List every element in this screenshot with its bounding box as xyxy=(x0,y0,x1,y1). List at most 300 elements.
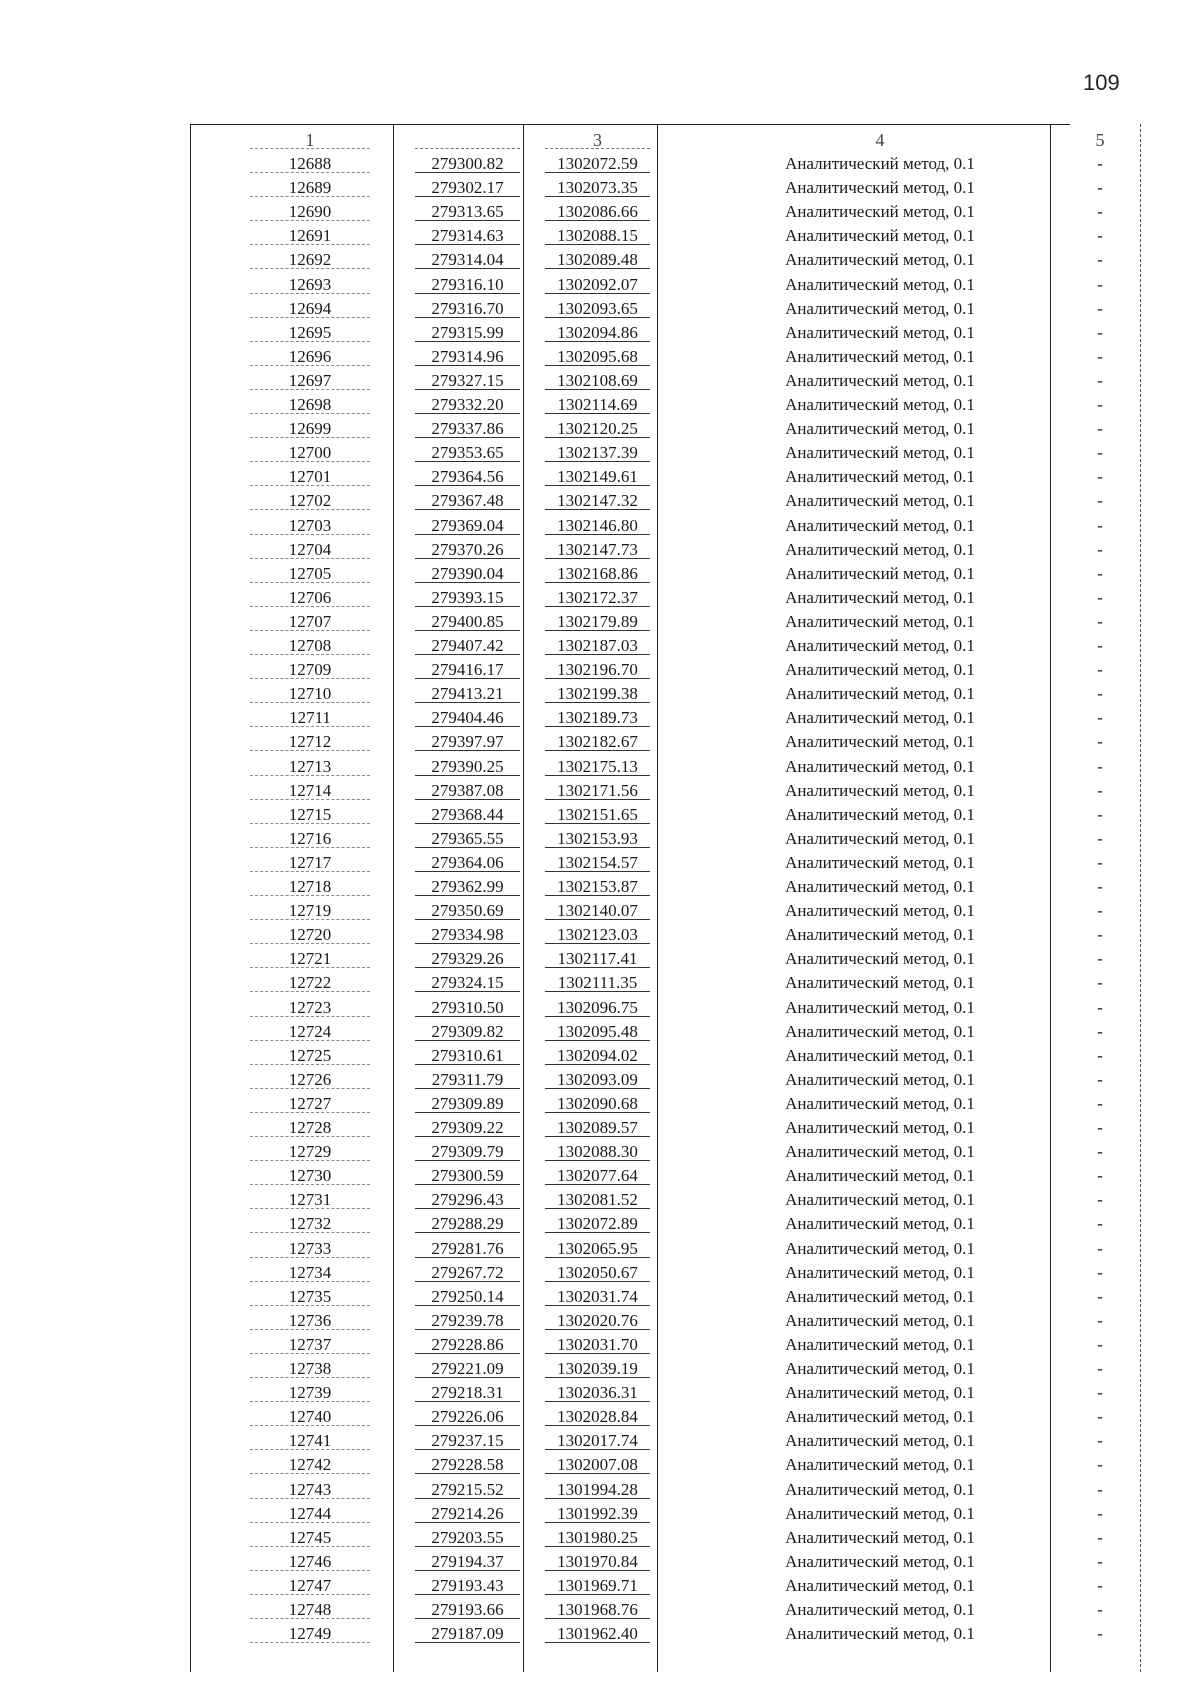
x-coordinate-cell: 279228.86 xyxy=(415,1331,520,1354)
point-number-cell: 12706 xyxy=(250,584,370,607)
method-cell: Аналитический метод, 0.1 xyxy=(785,443,975,463)
x-coordinate-cell: 279300.59 xyxy=(415,1162,520,1185)
method-cell: Аналитический метод, 0.1 xyxy=(785,684,975,704)
note-cell: - xyxy=(1097,780,1103,800)
y-coordinate-cell: 1302036.31 xyxy=(545,1379,650,1402)
note-cell: - xyxy=(1097,1503,1103,1523)
note-cell: - xyxy=(1097,997,1103,1017)
y-coordinate-cell: 1302147.32 xyxy=(545,487,650,510)
point-number-cell: 12703 xyxy=(250,512,370,535)
method-cell: Аналитический метод, 0.1 xyxy=(785,708,975,728)
table-row xyxy=(190,1283,1145,1307)
x-coordinate-cell: 279311.79 xyxy=(415,1066,520,1089)
point-number-cell: 12743 xyxy=(250,1476,370,1499)
table-row xyxy=(190,1114,1145,1138)
point-number-cell: 12716 xyxy=(250,825,370,848)
table-row xyxy=(190,1090,1145,1114)
table-row xyxy=(190,728,1145,752)
note-cell: - xyxy=(1097,949,1103,969)
y-coordinate-cell: 1302065.95 xyxy=(545,1235,650,1258)
method-cell: Аналитический метод, 0.1 xyxy=(785,1551,975,1571)
method-cell: Аналитический метод, 0.1 xyxy=(785,395,975,414)
method-cell: Аналитический метод, 0.1 xyxy=(785,1503,975,1523)
note-cell: - xyxy=(1097,539,1103,559)
table-header-cell: 1 xyxy=(250,126,370,149)
x-coordinate-cell: 279267.72 xyxy=(415,1259,520,1282)
method-cell: Аналитический метод, 0.1 xyxy=(785,515,975,535)
table-top-border xyxy=(190,124,1070,125)
note-cell: - xyxy=(1097,1262,1103,1282)
point-number-cell: 12711 xyxy=(250,704,370,727)
table-row xyxy=(190,560,1145,584)
y-coordinate-cell: 1302096.75 xyxy=(545,994,650,1017)
method-cell: Аналитический метод, 0.1 xyxy=(785,901,975,921)
point-number-cell: 12712 xyxy=(250,728,370,751)
y-coordinate-cell: 1302088.15 xyxy=(545,222,650,245)
y-coordinate-cell: 1302182.67 xyxy=(545,728,650,751)
method-cell: Аналитический метод, 0.1 xyxy=(785,1286,975,1306)
method-cell: Аналитический метод, 0.1 xyxy=(785,1431,975,1451)
x-coordinate-cell: 279350.69 xyxy=(415,897,520,920)
table-header-cell: 4 xyxy=(875,130,885,150)
x-coordinate-cell: 279313.65 xyxy=(415,198,520,221)
table-row xyxy=(190,512,1145,536)
x-coordinate-cell: 279315.99 xyxy=(415,319,520,342)
x-coordinate-cell: 279407.42 xyxy=(415,632,520,655)
point-number-cell: 12696 xyxy=(250,343,370,366)
y-coordinate-cell: 1302093.65 xyxy=(545,295,650,318)
point-number-cell: 12691 xyxy=(250,222,370,245)
table-row xyxy=(190,174,1145,198)
x-coordinate-cell: 279314.63 xyxy=(415,222,520,245)
note-cell: - xyxy=(1097,154,1103,173)
note-cell: - xyxy=(1097,1045,1103,1065)
y-coordinate-cell: 1302092.07 xyxy=(545,271,650,294)
x-coordinate-cell: 279193.43 xyxy=(415,1572,520,1595)
y-coordinate-cell: 1301962.40 xyxy=(545,1620,650,1643)
y-coordinate-cell: 1302108.69 xyxy=(545,367,650,390)
method-cell: Аналитический метод, 0.1 xyxy=(785,1069,975,1089)
table-row xyxy=(190,271,1145,295)
y-coordinate-cell: 1302090.68 xyxy=(545,1090,650,1113)
y-coordinate-cell: 1302028.84 xyxy=(545,1403,650,1426)
x-coordinate-cell: 279390.25 xyxy=(415,753,520,776)
x-coordinate-cell: 279397.97 xyxy=(415,728,520,751)
point-number-cell: 12701 xyxy=(250,463,370,486)
x-coordinate-cell: 279334.98 xyxy=(415,921,520,944)
point-number-cell: 12715 xyxy=(250,801,370,824)
x-coordinate-cell: 279362.99 xyxy=(415,873,520,896)
x-coordinate-cell: 279193.66 xyxy=(415,1596,520,1619)
method-cell: Аналитический метод, 0.1 xyxy=(785,250,975,270)
x-coordinate-cell: 279187.09 xyxy=(415,1620,520,1643)
x-coordinate-cell: 279203.55 xyxy=(415,1524,520,1547)
note-cell: - xyxy=(1097,1383,1103,1403)
y-coordinate-cell: 1302117.41 xyxy=(545,945,650,968)
y-coordinate-cell: 1302120.25 xyxy=(545,415,650,438)
note-cell: - xyxy=(1097,852,1103,872)
method-cell: Аналитический метод, 0.1 xyxy=(785,973,975,993)
method-cell: Аналитический метод, 0.1 xyxy=(785,370,975,390)
table-row xyxy=(190,873,1145,897)
method-cell: Аналитический метод, 0.1 xyxy=(785,1383,975,1403)
method-cell: Аналитический метод, 0.1 xyxy=(785,756,975,776)
point-number-cell: 12720 xyxy=(250,921,370,944)
point-number-cell: 12745 xyxy=(250,1524,370,1547)
x-coordinate-cell: 279239.78 xyxy=(415,1307,520,1330)
method-cell: Аналитический метод, 0.1 xyxy=(785,611,975,631)
y-coordinate-cell: 1302179.89 xyxy=(545,608,650,631)
note-cell: - xyxy=(1097,1118,1103,1137)
note-cell: - xyxy=(1097,563,1103,583)
table-row xyxy=(190,1042,1145,1066)
method-cell: Аналитический метод, 0.1 xyxy=(785,1575,975,1595)
x-coordinate-cell: 279215.52 xyxy=(415,1476,520,1499)
point-number-cell: 12736 xyxy=(250,1307,370,1330)
table-row xyxy=(190,463,1145,487)
method-cell: Аналитический метод, 0.1 xyxy=(785,419,975,439)
point-number-cell: 12722 xyxy=(250,969,370,992)
method-cell: Аналитический метод, 0.1 xyxy=(785,178,975,198)
point-number-cell: 12718 xyxy=(250,873,370,896)
note-cell: - xyxy=(1097,1407,1103,1427)
y-coordinate-cell: 1302094.86 xyxy=(545,319,650,342)
point-number-cell: 12693 xyxy=(250,271,370,294)
note-cell: - xyxy=(1097,1093,1103,1113)
x-coordinate-cell: 279316.10 xyxy=(415,271,520,294)
point-number-cell: 12724 xyxy=(250,1018,370,1041)
point-number-cell: 12699 xyxy=(250,415,370,438)
y-coordinate-cell: 1302196.70 xyxy=(545,656,650,679)
x-coordinate-cell: 279214.26 xyxy=(415,1500,520,1523)
x-coordinate-cell: 279221.09 xyxy=(415,1355,520,1378)
note-cell: - xyxy=(1097,178,1103,198)
note-cell: - xyxy=(1097,1575,1103,1595)
table-row xyxy=(190,1572,1145,1596)
y-coordinate-cell: 1302114.69 xyxy=(545,391,650,414)
note-cell: - xyxy=(1097,322,1103,342)
note-cell: - xyxy=(1097,1527,1103,1547)
point-number-cell: 12690 xyxy=(250,198,370,221)
note-cell: - xyxy=(1097,611,1103,631)
x-coordinate-cell: 279309.79 xyxy=(415,1138,520,1161)
method-cell: Аналитический метод, 0.1 xyxy=(785,563,975,583)
point-number-cell: 12694 xyxy=(250,295,370,318)
y-coordinate-cell: 1302137.39 xyxy=(545,439,650,462)
method-cell: Аналитический метод, 0.1 xyxy=(785,828,975,848)
y-coordinate-cell: 1301969.71 xyxy=(545,1572,650,1595)
method-cell: Аналитический метод, 0.1 xyxy=(785,1310,975,1330)
point-number-cell: 12746 xyxy=(250,1548,370,1571)
table-header-cell: 5 xyxy=(1095,130,1105,150)
method-cell: Аналитический метод, 0.1 xyxy=(785,298,975,318)
x-coordinate-cell: 279337.86 xyxy=(415,415,520,438)
method-cell: Аналитический метод, 0.1 xyxy=(785,1624,975,1644)
table-row xyxy=(190,1186,1145,1210)
point-number-cell: 12729 xyxy=(250,1138,370,1161)
y-coordinate-cell: 1302093.09 xyxy=(545,1066,650,1089)
note-cell: - xyxy=(1097,684,1103,704)
table-row xyxy=(190,849,1145,873)
method-cell: Аналитический метод, 0.1 xyxy=(785,1142,975,1162)
point-number-cell: 12730 xyxy=(250,1162,370,1185)
table-row xyxy=(190,1331,1145,1355)
method-cell: Аналитический метод, 0.1 xyxy=(785,274,975,294)
point-number-cell: 12741 xyxy=(250,1427,370,1450)
table-row xyxy=(190,1500,1145,1524)
note-cell: - xyxy=(1097,467,1103,487)
method-cell: Аналитический метод, 0.1 xyxy=(785,539,975,559)
y-coordinate-cell: 1302189.73 xyxy=(545,704,650,727)
method-cell: Аналитический метод, 0.1 xyxy=(785,732,975,752)
table-row xyxy=(190,608,1145,632)
note-cell: - xyxy=(1097,274,1103,294)
point-number-cell: 12709 xyxy=(250,656,370,679)
table-row xyxy=(190,1427,1145,1451)
x-coordinate-cell: 279300.82 xyxy=(415,150,520,173)
note-cell: - xyxy=(1097,1166,1103,1186)
point-number-cell: 12748 xyxy=(250,1596,370,1619)
x-coordinate-cell: 279416.17 xyxy=(415,656,520,679)
table-row xyxy=(190,994,1145,1018)
method-cell: Аналитический метод, 0.1 xyxy=(785,1334,975,1354)
note-cell: - xyxy=(1097,1142,1103,1162)
point-number-cell: 12695 xyxy=(250,319,370,342)
method-cell: Аналитический метод, 0.1 xyxy=(785,1190,975,1210)
x-coordinate-cell: 279309.82 xyxy=(415,1018,520,1041)
note-cell: - xyxy=(1097,1310,1103,1330)
note-cell: - xyxy=(1097,925,1103,945)
method-cell: Аналитический метод, 0.1 xyxy=(785,1479,975,1499)
table-row xyxy=(190,921,1145,945)
y-coordinate-cell: 1302146.80 xyxy=(545,512,650,535)
x-coordinate-cell: 279309.22 xyxy=(415,1114,520,1137)
point-number-cell: 12702 xyxy=(250,487,370,510)
table-row xyxy=(190,319,1145,343)
y-coordinate-cell: 1302199.38 xyxy=(545,680,650,703)
x-coordinate-cell: 279281.76 xyxy=(415,1235,520,1258)
method-cell: Аналитический метод, 0.1 xyxy=(785,636,975,655)
table-row xyxy=(190,584,1145,608)
y-coordinate-cell: 1302147.73 xyxy=(545,536,650,559)
point-number-cell: 12731 xyxy=(250,1186,370,1209)
table-row xyxy=(190,343,1145,367)
note-cell: - xyxy=(1097,901,1103,921)
x-coordinate-cell: 279369.04 xyxy=(415,512,520,535)
y-coordinate-cell: 1301992.39 xyxy=(545,1500,650,1523)
table-row xyxy=(190,753,1145,777)
y-coordinate-cell: 1302017.74 xyxy=(545,1427,650,1450)
x-coordinate-cell: 279228.58 xyxy=(415,1451,520,1474)
table-row xyxy=(190,1235,1145,1259)
y-coordinate-cell: 1302123.03 xyxy=(545,921,650,944)
y-coordinate-cell: 1302007.08 xyxy=(545,1451,650,1474)
table-row xyxy=(190,1524,1145,1548)
table-row xyxy=(190,897,1145,921)
table-row xyxy=(190,1210,1145,1234)
method-cell: Аналитический метод, 0.1 xyxy=(785,780,975,800)
x-coordinate-cell: 279367.48 xyxy=(415,487,520,510)
table-row xyxy=(190,198,1145,222)
point-number-cell: 12728 xyxy=(250,1114,370,1137)
y-coordinate-cell: 1302111.35 xyxy=(545,969,650,992)
y-coordinate-cell: 1302153.87 xyxy=(545,873,650,896)
point-number-cell: 12710 xyxy=(250,680,370,703)
point-number-cell: 12739 xyxy=(250,1379,370,1402)
method-cell: Аналитический метод, 0.1 xyxy=(785,877,975,896)
table-row xyxy=(190,1018,1145,1042)
point-number-cell: 12735 xyxy=(250,1283,370,1306)
note-cell: - xyxy=(1097,660,1103,680)
x-coordinate-cell: 279370.26 xyxy=(415,536,520,559)
page-number: 109 xyxy=(1083,70,1120,95)
point-number-cell: 12749 xyxy=(250,1620,370,1643)
method-cell: Аналитический метод, 0.1 xyxy=(785,1118,975,1137)
x-coordinate-cell: 279353.65 xyxy=(415,439,520,462)
point-number-cell: 12692 xyxy=(250,246,370,269)
method-cell: Аналитический метод, 0.1 xyxy=(785,202,975,222)
method-cell: Аналитический метод, 0.1 xyxy=(785,1600,975,1619)
x-coordinate-cell: 279404.46 xyxy=(415,704,520,727)
method-cell: Аналитический метод, 0.1 xyxy=(785,154,975,173)
point-number-cell: 12714 xyxy=(250,777,370,800)
point-number-cell: 12732 xyxy=(250,1210,370,1233)
x-coordinate-cell: 279390.04 xyxy=(415,560,520,583)
y-coordinate-cell: 1302140.07 xyxy=(545,897,650,920)
y-coordinate-cell: 1302088.30 xyxy=(545,1138,650,1161)
method-cell: Аналитический метод, 0.1 xyxy=(785,1021,975,1041)
note-cell: - xyxy=(1097,732,1103,752)
method-cell: Аналитический метод, 0.1 xyxy=(785,587,975,607)
table-row xyxy=(190,945,1145,969)
x-coordinate-cell: 279316.70 xyxy=(415,295,520,318)
y-coordinate-cell: 1302089.48 xyxy=(545,246,650,269)
table-row xyxy=(190,1259,1145,1283)
method-cell: Аналитический метод, 0.1 xyxy=(785,226,975,246)
point-number-cell: 12717 xyxy=(250,849,370,872)
x-coordinate-cell: 279413.21 xyxy=(415,680,520,703)
note-cell: - xyxy=(1097,491,1103,511)
table-row xyxy=(190,415,1145,439)
note-cell: - xyxy=(1097,636,1103,655)
method-cell: Аналитический метод, 0.1 xyxy=(785,925,975,945)
y-coordinate-cell: 1302031.74 xyxy=(545,1283,650,1306)
point-number-cell: 12697 xyxy=(250,367,370,390)
method-cell: Аналитический метод, 0.1 xyxy=(785,467,975,487)
y-coordinate-cell: 1302175.13 xyxy=(545,753,650,776)
x-coordinate-cell: 279364.56 xyxy=(415,463,520,486)
point-number-cell: 12719 xyxy=(250,897,370,920)
method-cell: Аналитический метод, 0.1 xyxy=(785,491,975,511)
table-row xyxy=(190,246,1145,270)
x-coordinate-cell: 279237.15 xyxy=(415,1427,520,1450)
table-row xyxy=(190,222,1145,246)
note-cell: - xyxy=(1097,515,1103,535)
point-number-cell: 12744 xyxy=(250,1500,370,1523)
table-row xyxy=(190,704,1145,728)
y-coordinate-cell: 1302072.59 xyxy=(545,150,650,173)
note-cell: - xyxy=(1097,1214,1103,1234)
table-row xyxy=(190,680,1145,704)
method-cell: Аналитический метод, 0.1 xyxy=(785,1359,975,1378)
x-coordinate-cell: 279364.06 xyxy=(415,849,520,872)
point-number-cell: 12707 xyxy=(250,608,370,631)
note-cell: - xyxy=(1097,877,1103,896)
table-header-row xyxy=(190,126,1145,150)
table-row xyxy=(190,1596,1145,1620)
table-row xyxy=(190,536,1145,560)
y-coordinate-cell: 1301968.76 xyxy=(545,1596,650,1619)
method-cell: Аналитический метод, 0.1 xyxy=(785,949,975,969)
table-row xyxy=(190,825,1145,849)
point-number-cell: 12723 xyxy=(250,994,370,1017)
note-cell: - xyxy=(1097,250,1103,270)
method-cell: Аналитический метод, 0.1 xyxy=(785,1262,975,1282)
note-cell: - xyxy=(1097,828,1103,848)
note-cell: - xyxy=(1097,1359,1103,1378)
table-row xyxy=(190,1620,1145,1644)
point-number-cell: 12689 xyxy=(250,174,370,197)
note-cell: - xyxy=(1097,395,1103,414)
method-cell: Аналитический метод, 0.1 xyxy=(785,1238,975,1258)
table-row xyxy=(190,391,1145,415)
table-row xyxy=(190,1403,1145,1427)
note-cell: - xyxy=(1097,1455,1103,1475)
method-cell: Аналитический метод, 0.1 xyxy=(785,1214,975,1234)
method-cell: Аналитический метод, 0.1 xyxy=(785,804,975,824)
point-number-cell: 12698 xyxy=(250,391,370,414)
x-coordinate-cell: 279365.55 xyxy=(415,825,520,848)
method-cell: Аналитический метод, 0.1 xyxy=(785,1093,975,1113)
table-row xyxy=(190,1451,1145,1475)
x-coordinate-cell: 279309.89 xyxy=(415,1090,520,1113)
point-number-cell: 12747 xyxy=(250,1572,370,1595)
table-row xyxy=(190,295,1145,319)
table-row xyxy=(190,487,1145,511)
y-coordinate-cell: 1302187.03 xyxy=(545,632,650,655)
y-coordinate-cell: 1302168.86 xyxy=(545,560,650,583)
point-number-cell: 12700 xyxy=(250,439,370,462)
x-coordinate-cell: 279218.31 xyxy=(415,1379,520,1402)
point-number-cell: 12713 xyxy=(250,753,370,776)
method-cell: Аналитический метод, 0.1 xyxy=(785,660,975,680)
note-cell: - xyxy=(1097,370,1103,390)
table-row xyxy=(190,1307,1145,1331)
table-row xyxy=(190,1476,1145,1500)
x-coordinate-cell: 279332.20 xyxy=(415,391,520,414)
y-coordinate-cell: 1302095.68 xyxy=(545,343,650,366)
table-header-cell: 3 xyxy=(545,126,650,149)
note-cell: - xyxy=(1097,298,1103,318)
note-cell: - xyxy=(1097,1624,1103,1644)
y-coordinate-cell: 1302089.57 xyxy=(545,1114,650,1137)
note-cell: - xyxy=(1097,1479,1103,1499)
point-number-cell: 12688 xyxy=(250,150,370,173)
note-cell: - xyxy=(1097,1286,1103,1306)
note-cell: - xyxy=(1097,756,1103,776)
x-coordinate-cell: 279368.44 xyxy=(415,801,520,824)
table-row xyxy=(190,1548,1145,1572)
y-coordinate-cell: 1302077.64 xyxy=(545,1162,650,1185)
y-coordinate-cell: 1302149.61 xyxy=(545,463,650,486)
x-coordinate-cell: 279310.61 xyxy=(415,1042,520,1065)
method-cell: Аналитический метод, 0.1 xyxy=(785,1166,975,1186)
note-cell: - xyxy=(1097,1238,1103,1258)
table-row xyxy=(190,1066,1145,1090)
x-coordinate-cell: 279327.15 xyxy=(415,367,520,390)
y-coordinate-cell: 1301994.28 xyxy=(545,1476,650,1499)
y-coordinate-cell: 1301970.84 xyxy=(545,1548,650,1571)
